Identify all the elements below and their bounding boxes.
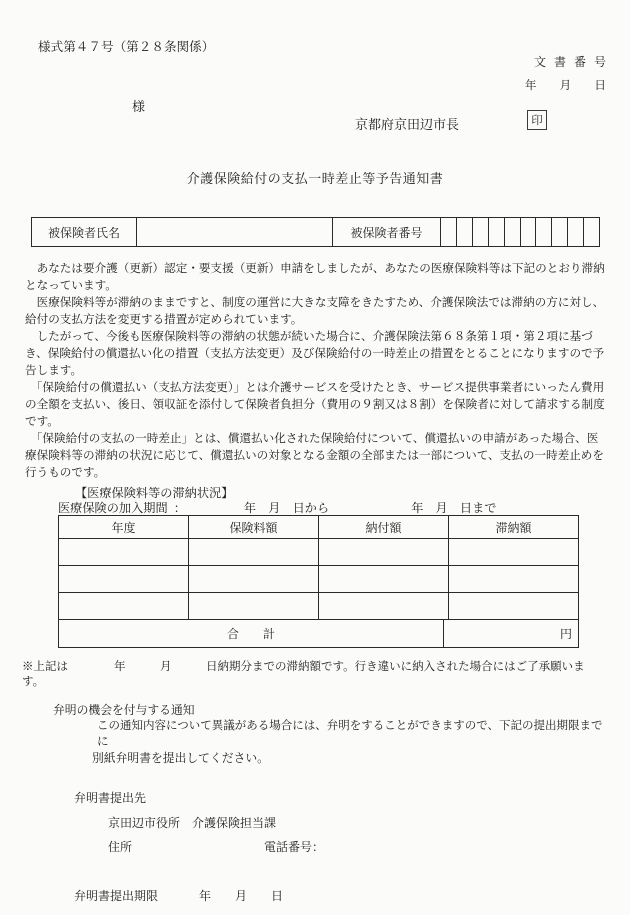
seal-character: 印 <box>531 115 543 127</box>
form-number: 様式第４７号（第２８条関係） <box>38 40 215 54</box>
insured-number-cell <box>488 218 504 246</box>
arrears-column-header: 滞納額 <box>448 516 578 538</box>
arrears-table <box>58 515 579 648</box>
arrears-total-unit: 円 <box>443 620 578 647</box>
period-colon: ： <box>173 501 186 515</box>
arrears-total-label: 合 計 <box>226 627 275 641</box>
arrears-cell <box>188 539 318 565</box>
arrears-cell <box>59 539 188 565</box>
arrears-data-row <box>59 539 578 566</box>
arrears-data-row <box>59 593 578 620</box>
arrears-cell <box>448 566 578 592</box>
arrears-data-row <box>59 566 578 593</box>
period-from: 年 月 日から <box>243 501 330 515</box>
address-phone-line <box>108 839 605 855</box>
submit-to-label: 弁明書提出先 <box>74 791 147 805</box>
insured-number-cell <box>535 218 551 246</box>
arrears-cell <box>188 566 318 592</box>
notice-paragraph: 医療保険料等が滞納のままですと、制度の運営に大きな支障をきたすため、介護保険法では滞納の方に対し、給付の支払方法を変更する措置が定められています。 <box>25 296 605 326</box>
insured-number-cell <box>472 218 488 246</box>
arrears-cell <box>59 593 188 619</box>
arrears-cell <box>448 593 578 619</box>
insured-name-field <box>136 218 332 246</box>
doc-number-label: 文 書 番 号 <box>533 55 606 69</box>
arrears-total-row <box>59 620 578 647</box>
insured-name-label: 被保険者氏名 <box>47 225 120 240</box>
address-label: 住所 <box>108 840 133 854</box>
insured-number-cell <box>567 218 583 246</box>
arrears-cell <box>318 566 448 592</box>
insured-number-cell <box>520 218 536 246</box>
official-seal <box>527 110 547 130</box>
statement-line-2: 別紙弁明書を提出してください。 <box>92 751 269 765</box>
notice-paragraphs <box>25 260 605 481</box>
arrears-cell <box>318 539 448 565</box>
statement-heading: 弁明の機会を付与する通知 <box>53 703 195 717</box>
arrears-column-header: 年度 <box>111 520 136 535</box>
arrears-header-row <box>59 516 578 539</box>
phone-label: 電話番号： <box>264 840 325 854</box>
notice-content <box>22 168 605 904</box>
notice-paragraph: したがって、今後も医療保険料等の滞納の状態が続いた場合に、介護保険法第６８条第１項・第２項に基づき、保険給付の償還払い化の措置（支払方法変更）及び保険給付の一時差止の措置をとることになりますので予告します。 <box>25 330 605 377</box>
notice-paragraph: 「保険給付の償還払い（支払方法変更）」とは介護サービスを受けたとき、サービス提供事業者にいったん費用の全額を支払い、後日、領収証を添付して保険者負担分（費用の９割又は８割）を保険者に対して請求する制度です。 <box>25 381 605 428</box>
arrears-column-header: 納付額 <box>318 516 448 538</box>
insured-number-cell <box>504 218 520 246</box>
arrears-column-header: 保険料額 <box>188 516 318 538</box>
insured-number-cell <box>456 218 472 246</box>
arrears-cell <box>59 566 188 592</box>
arrears-cell <box>448 539 578 565</box>
arrears-cell <box>318 593 448 619</box>
deadline-label: 弁明書提出期限 <box>74 889 159 903</box>
insured-number-label: 被保険者番号 <box>332 218 440 246</box>
notice-paragraph: 「保険給付の支払の一時差止」とは、償還払い化された保険給付について、償還払いの申請があった場合、医療保険料等の滞納の状況に応じて、償還払いの対象となる金額の全部または一部について、支払の一時差止めを行うものです。 <box>25 432 604 479</box>
arrears-note: ※上記は 年 月 日納期分までの滞納額です。行き違いに納入された場合にはご了承願います。 <box>22 661 585 688</box>
insured-number-cell <box>551 218 567 246</box>
insured-number-cell <box>440 218 456 246</box>
notice-title: 介護保険給付の支払一時差止等予告通知書 <box>186 171 444 186</box>
arrears-cell <box>188 593 318 619</box>
insurance-period-line <box>58 501 605 515</box>
statement-line-1: この通知内容について異議がある場合には、弁明をすることができますので、下記の提出期限までに <box>97 720 603 748</box>
insured-number-cells <box>440 218 599 246</box>
arrears-heading: 【医療保険料等の滞納状況】 <box>75 486 234 500</box>
submit-office: 京田辺市役所 介護保険担当課 <box>108 816 277 830</box>
sender-name: 京都府京田辺市長 <box>355 117 460 132</box>
notice-paragraph: あなたは要介護（更新）認定・要支援（更新）申請をしましたが、あなたの医療保険料等は下記のとおり滞納となっています。 <box>25 262 605 292</box>
insured-info-table <box>31 217 600 247</box>
deadline-line <box>74 888 605 904</box>
doc-date-line: 年 月 日 <box>524 79 606 92</box>
deadline-value: 年 月 日 <box>199 889 284 903</box>
insured-number-cell <box>583 218 599 246</box>
period-label: 医療保険の加入期間 <box>58 501 168 515</box>
period-to: 年 月 日まで <box>411 501 497 515</box>
addressee-suffix: 様 <box>132 99 146 114</box>
